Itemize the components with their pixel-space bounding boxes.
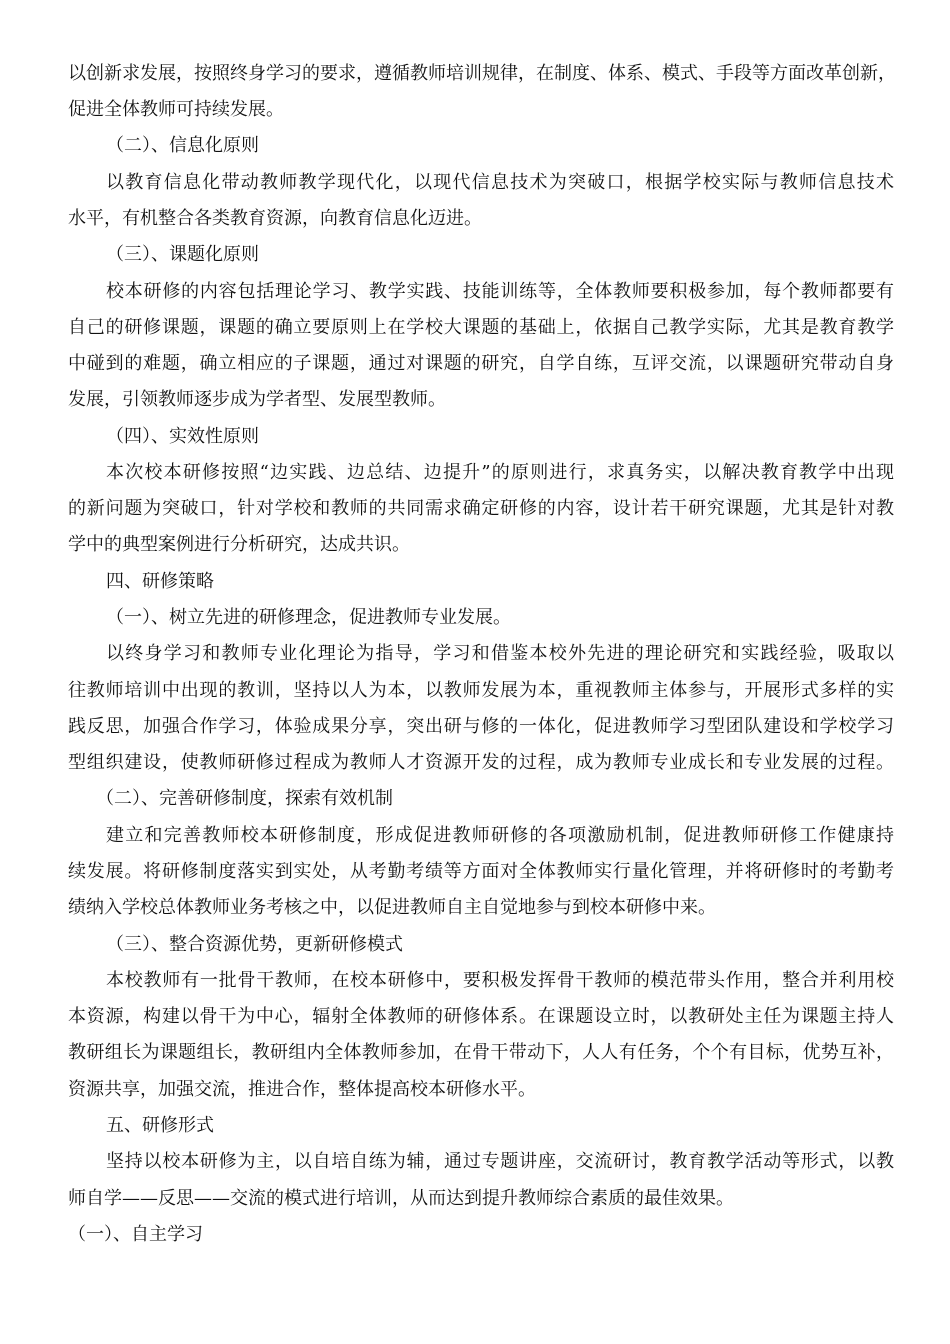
body-text-line: 学中的典型案例进行分析研究，达成共识。 bbox=[68, 534, 410, 555]
body-text-line: 往教师培训中出现的教训，坚持以人为本，以教师发展为本，重视教师主体参与，开展形式多样的实 bbox=[68, 680, 894, 701]
section-heading: （三）、整合资源优势，更新研修模式 bbox=[106, 934, 403, 955]
body-text-line: 以教育信息化带动教师教学现代化，以现代信息技术为突破口，根据学校实际与教师信息技术 bbox=[106, 172, 894, 193]
body-text-line: 水平，有机整合各类教育资源，向教育信息化迈进。 bbox=[68, 208, 482, 229]
body-text-line: 绩纳入学校总体教师业务考核之中，以促进教师自主自觉地参与到校本研修中来。 bbox=[68, 897, 716, 918]
chapter-heading: 四、研修策略 bbox=[106, 571, 214, 592]
body-text-line: 以终身学习和教师专业化理论为指导，学习和借鉴本校外先进的理论研究和实践经验，吸取以 bbox=[106, 643, 894, 664]
chapter-heading: 五、研修形式 bbox=[106, 1115, 214, 1136]
body-text-line: 的新问题为突破口，针对学校和教师的共同需求确定研修的内容，设计若干研究课题，尤其是针对教 bbox=[68, 498, 894, 519]
body-text-line: 发展，引领教师逐步成为学者型、发展型教师。 bbox=[68, 389, 446, 410]
section-heading: （四）、实效性原则 bbox=[106, 426, 259, 447]
section-heading: （一）、树立先进的研修理念，促进教师专业发展。 bbox=[106, 607, 511, 628]
body-text-line: 校本研修的内容包括理论学习、教学实践、技能训练等，全体教师要积极参加，每个教师都要有 bbox=[106, 281, 894, 302]
body-text-line: 本资源，构建以骨干为中心，辐射全体教师的研修体系。在课题设立时，以教研处主任为课题主持人 bbox=[68, 1006, 894, 1027]
body-text-line: 本次校本研修按照“边实践、边总结、边提升”的原则进行，求真务实，以解决教育教学中出现 bbox=[106, 462, 894, 483]
body-text-line: 以创新求发展，按照终身学习的要求，遵循教师培训规律，在制度、体系、模式、手段等方面改革创新， bbox=[68, 63, 896, 84]
body-text-line: 坚持以校本研修为主，以自培自练为辅，通过专题讲座，交流研讨，教育教学活动等形式，以教 bbox=[106, 1151, 894, 1172]
body-text-line: 续发展。将研修制度落实到实处，从考勤考绩等方面对全体教师实行量化管理，并将研修时的考勤考 bbox=[68, 861, 894, 882]
section-heading: （一）、自主学习 bbox=[68, 1224, 203, 1245]
body-text-line: 型组织建设，使教师研修过程成为教师人才资源开发的过程，成为教师专业成长和专业发展的过程。 bbox=[68, 752, 894, 773]
section-heading: （三）、课题化原则 bbox=[106, 244, 259, 265]
body-text-line: 资源共享，加强交流，推进合作，整体提高校本研修水平。 bbox=[68, 1079, 536, 1100]
body-text-line: 教研组长为课题组长，教研组内全体教师参加，在骨干带动下，人人有任务，个个有目标，优势互补， bbox=[68, 1042, 894, 1063]
body-text-line: 师自学——反思——交流的模式进行培训，从而达到提升教师综合素质的最佳效果。 bbox=[68, 1188, 734, 1209]
body-text-line: 促进全体教师可持续发展。 bbox=[68, 99, 284, 120]
section-heading: （二）、信息化原则 bbox=[106, 135, 259, 156]
body-text-line: 中碰到的难题，确立相应的子课题，通过对课题的研究，自学自练，互评交流，以课题研究带动自身 bbox=[68, 353, 894, 374]
body-text-line: 本校教师有一批骨干教师，在校本研修中，要积极发挥骨干教师的模范带头作用，整合并利用校 bbox=[106, 970, 894, 991]
body-text-line: 建立和完善教师校本研修制度，形成促进教师研修的各项激励机制，促进教师研修工作健康持 bbox=[106, 825, 894, 846]
body-text-line: 践反思，加强合作学习，体验成果分享，突出研与修的一体化，促进教师学习型团队建设和学校学习 bbox=[68, 716, 894, 737]
section-heading: （二）、完善研修制度，探索有效机制 bbox=[96, 788, 393, 809]
body-text-line: 自己的研修课题，课题的确立要原则上在学校大课题的基础上，依据自己教学实际，尤其是教育教学 bbox=[68, 317, 894, 338]
